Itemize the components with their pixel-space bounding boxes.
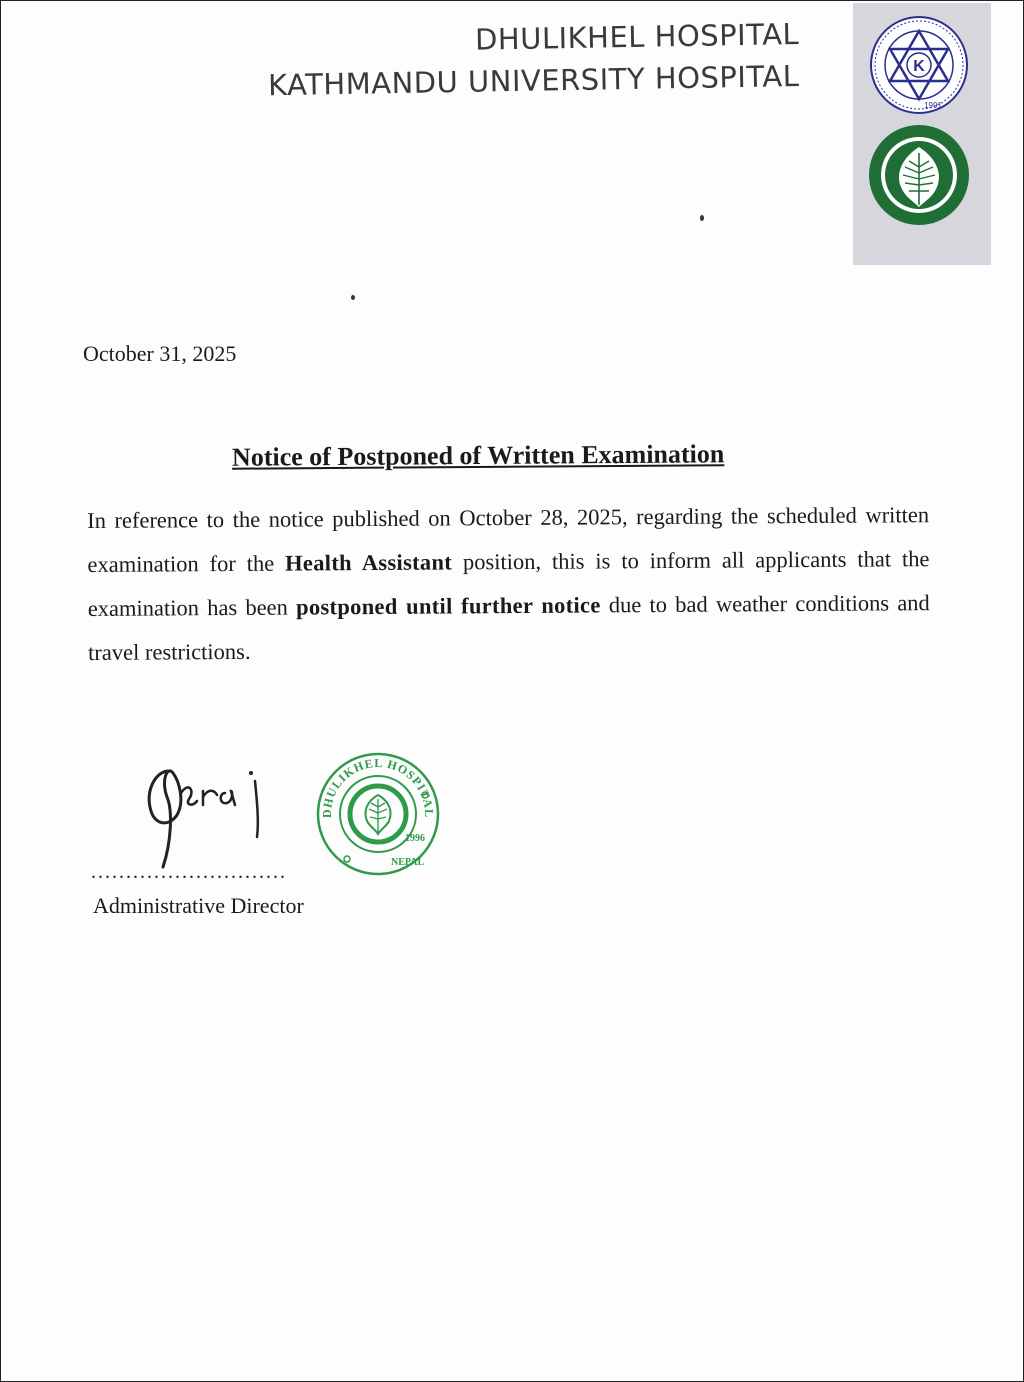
seal-bottom-text: NEPAL xyxy=(391,857,425,868)
notice-date: October 31, 2025 xyxy=(83,341,237,366)
seal-top-text: DHULIKHEL HOSPITAL xyxy=(319,755,437,819)
signature-line: ............................ xyxy=(91,861,287,883)
scan-speck xyxy=(351,295,355,300)
signatory-role: Administrative Director xyxy=(93,893,304,918)
ku-logo-letter: K xyxy=(913,58,925,75)
kathmandu-university-logo-icon xyxy=(863,9,975,121)
letterhead-title-1: DHULIKHEL HOSPITAL xyxy=(474,17,800,57)
notice-body xyxy=(87,493,930,675)
seal-year: 1996 xyxy=(405,833,425,844)
body-text-1: In reference to the notice published on October 28, 2025, regarding the scheduled written examination for the xyxy=(87,502,930,577)
body-text-3: due to bad weather conditions and travel restrictions. xyxy=(87,590,930,665)
hospital-seal-stamp xyxy=(313,749,443,879)
dhulikhel-hospital-leaf-logo-icon xyxy=(867,123,971,227)
ku-logo-year: 1991 xyxy=(924,101,942,110)
letterhead-title-2: KATHMANDU UNIVERSITY HOSPITAL xyxy=(267,59,800,103)
scan-speck xyxy=(700,215,704,221)
body-text-2: position, this is to inform all applicants that the examination has been xyxy=(87,546,930,621)
notice-title: Notice of Postponed of Written Examination xyxy=(231,439,725,472)
body-bold-position: Health Assistant xyxy=(284,549,453,576)
body-bold-postponed: postponed until further notice xyxy=(296,592,601,620)
